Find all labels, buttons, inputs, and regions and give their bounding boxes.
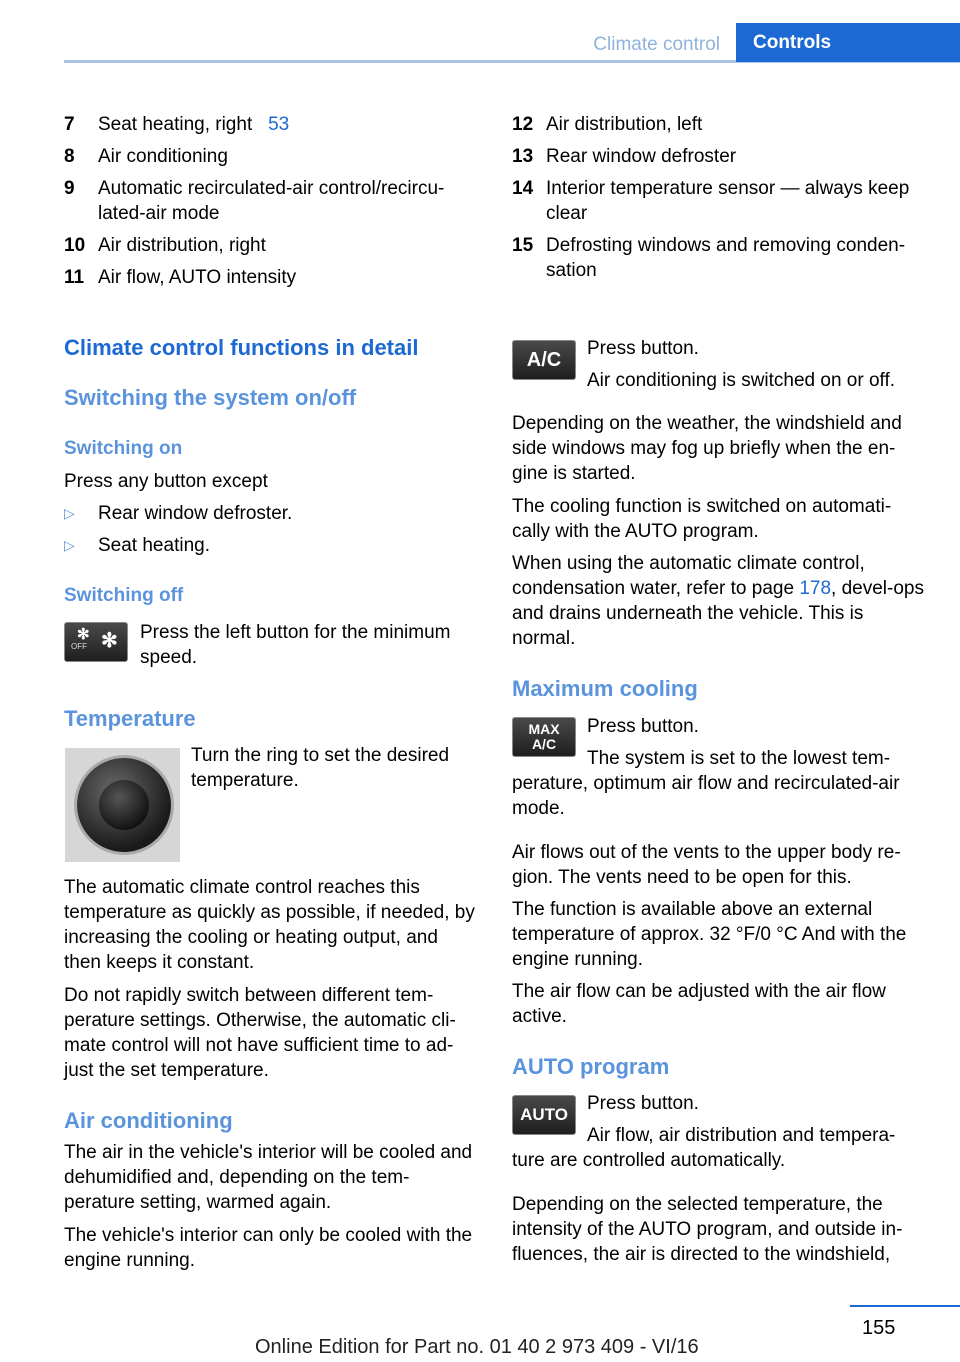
item-text: Interior temperature sensor — always keep clear — [546, 178, 910, 224]
item-text: Rear window defroster — [546, 146, 737, 167]
paragraph: Depending on the weather, the windshield and side windows may fog up briefly when the en-gine is started. — [512, 413, 902, 484]
max-label: MAX — [528, 721, 560, 737]
item-text: Seat heating, right — [98, 114, 253, 135]
list-item — [64, 144, 464, 169]
page-link[interactable]: 53 — [268, 114, 290, 135]
auto-button-image: AUTO — [512, 1095, 576, 1135]
paragraph: Depending on the selected temperature, the intensity of the AUTO program, and outside in-fluences, the air is directed to the windshield, — [512, 1194, 903, 1265]
bullet-mark-icon: ▷ — [64, 505, 75, 521]
item-text: Defrosting windows and removing conden-sation — [546, 235, 906, 281]
page-number: 155 — [862, 1317, 896, 1339]
off-label: OFF — [71, 642, 87, 651]
list-item — [64, 265, 464, 290]
item-text: Automatic recirculated-air control/recircu-lated-air mode — [98, 178, 445, 224]
heading-switching-on: Switching on — [64, 438, 183, 459]
paragraph: Press any button except — [64, 471, 268, 492]
item-number: 7 — [64, 114, 75, 135]
list-item — [64, 112, 464, 137]
list-item — [64, 233, 464, 258]
knob-outer — [77, 758, 171, 852]
item-text: Air flow, AUTO intensity — [98, 267, 297, 288]
list-item — [64, 176, 476, 226]
edition-text: Online Edition for Part no. 01 40 2 973 409 - VI/16 — [255, 1336, 699, 1358]
heading-air-conditioning: Air conditioning — [64, 1108, 233, 1133]
text: , devel-ops and drains underneath the vehicle. This is normal. — [512, 578, 924, 649]
paragraph: The air flow can be adjusted with the air flow active. — [512, 981, 886, 1027]
bullet-item — [64, 501, 292, 526]
item-number: 8 — [64, 146, 75, 167]
paragraph: The function is available above an external temperature of approx. 32 °F/0 °C And with the engine running. — [512, 899, 907, 970]
page-link[interactable]: 178 — [799, 578, 832, 599]
paragraph: The system is set to the lowest tem-perature, optimum air flow and recirculated-air mode. — [512, 748, 900, 819]
paragraph: The air in the vehicle's interior will be cooled and dehumidified and, depending on the tem-perature setting, warmed again. — [64, 1142, 473, 1213]
heading-temperature: Temperature — [64, 706, 196, 731]
paragraph: The vehicle's interior can only be cooled with the engine running. — [64, 1225, 473, 1271]
item-number: 10 — [64, 235, 86, 256]
bullet-item — [64, 533, 210, 558]
header-section-title: Climate control — [593, 34, 720, 55]
heading-switching: Switching the system on/off — [64, 385, 357, 410]
paragraph: The cooling function is switched on automati-cally with the AUTO program. — [512, 496, 892, 542]
item-number: 13 — [512, 146, 534, 167]
list-item — [512, 112, 932, 137]
off-fan-button-image — [64, 622, 128, 662]
ac-label: A/C — [531, 736, 557, 752]
list-item — [512, 233, 932, 283]
item-text: Air distribution, right — [98, 235, 266, 256]
temperature-ring-image — [65, 748, 180, 862]
list-item — [512, 176, 932, 226]
heading-functions: Climate control functions in detail — [64, 335, 419, 360]
item-number: 12 — [512, 114, 534, 135]
paragraph: Press button. — [587, 716, 699, 737]
item-number: 11 — [64, 267, 85, 288]
item-number: 9 — [64, 178, 75, 199]
bullet-mark-icon: ▷ — [64, 537, 75, 553]
fan-small-icon: ✻ — [77, 626, 90, 643]
paragraph: Turn the ring to set the desired temperature. — [191, 745, 450, 791]
header-tab-controls[interactable]: Controls — [736, 23, 960, 62]
paragraph: Press button. — [587, 1093, 699, 1114]
item-number: 14 — [512, 178, 534, 199]
footer-rule — [850, 1305, 960, 1307]
item-text: Air distribution, left — [546, 114, 703, 135]
heading-switching-off: Switching off — [64, 585, 184, 606]
paragraph — [512, 551, 928, 651]
paragraph: Press the left button for the minimum speed. — [140, 622, 451, 668]
heading-auto-program: AUTO program — [512, 1054, 670, 1079]
text: When using the automatic climate control, condensation water, refer to page — [512, 553, 865, 599]
paragraph: Air flow, air distribution and tempera-ture are controlled automatically. — [512, 1125, 896, 1171]
paragraph: The automatic climate control reaches this temperature as quickly as possible, if needed, by increasing the cooling or heating output, and then keeps it constant. — [64, 877, 475, 973]
bullet-text: Rear window defroster. — [98, 503, 293, 524]
list-item — [512, 144, 932, 169]
paragraph: Air flows out of the vents to the upper body re-gion. The vents need to be open for this. — [512, 842, 901, 888]
knob-inner — [99, 780, 149, 830]
fan-icon: ✻ — [101, 630, 118, 652]
bullet-text: Seat heating. — [98, 535, 210, 556]
item-text: Air conditioning — [98, 146, 228, 167]
item-number: 15 — [512, 235, 534, 256]
paragraph: Press button. — [587, 338, 699, 359]
paragraph: Air conditioning is switched on or off. — [587, 370, 896, 391]
heading-maximum-cooling: Maximum cooling — [512, 676, 698, 701]
paragraph: Do not rapidly switch between different tem-perature settings. Otherwise, the automatic cli-mate control will not have sufficient time to ad-just the set temperature. — [64, 985, 456, 1081]
ac-button-image: A/C — [512, 340, 576, 380]
